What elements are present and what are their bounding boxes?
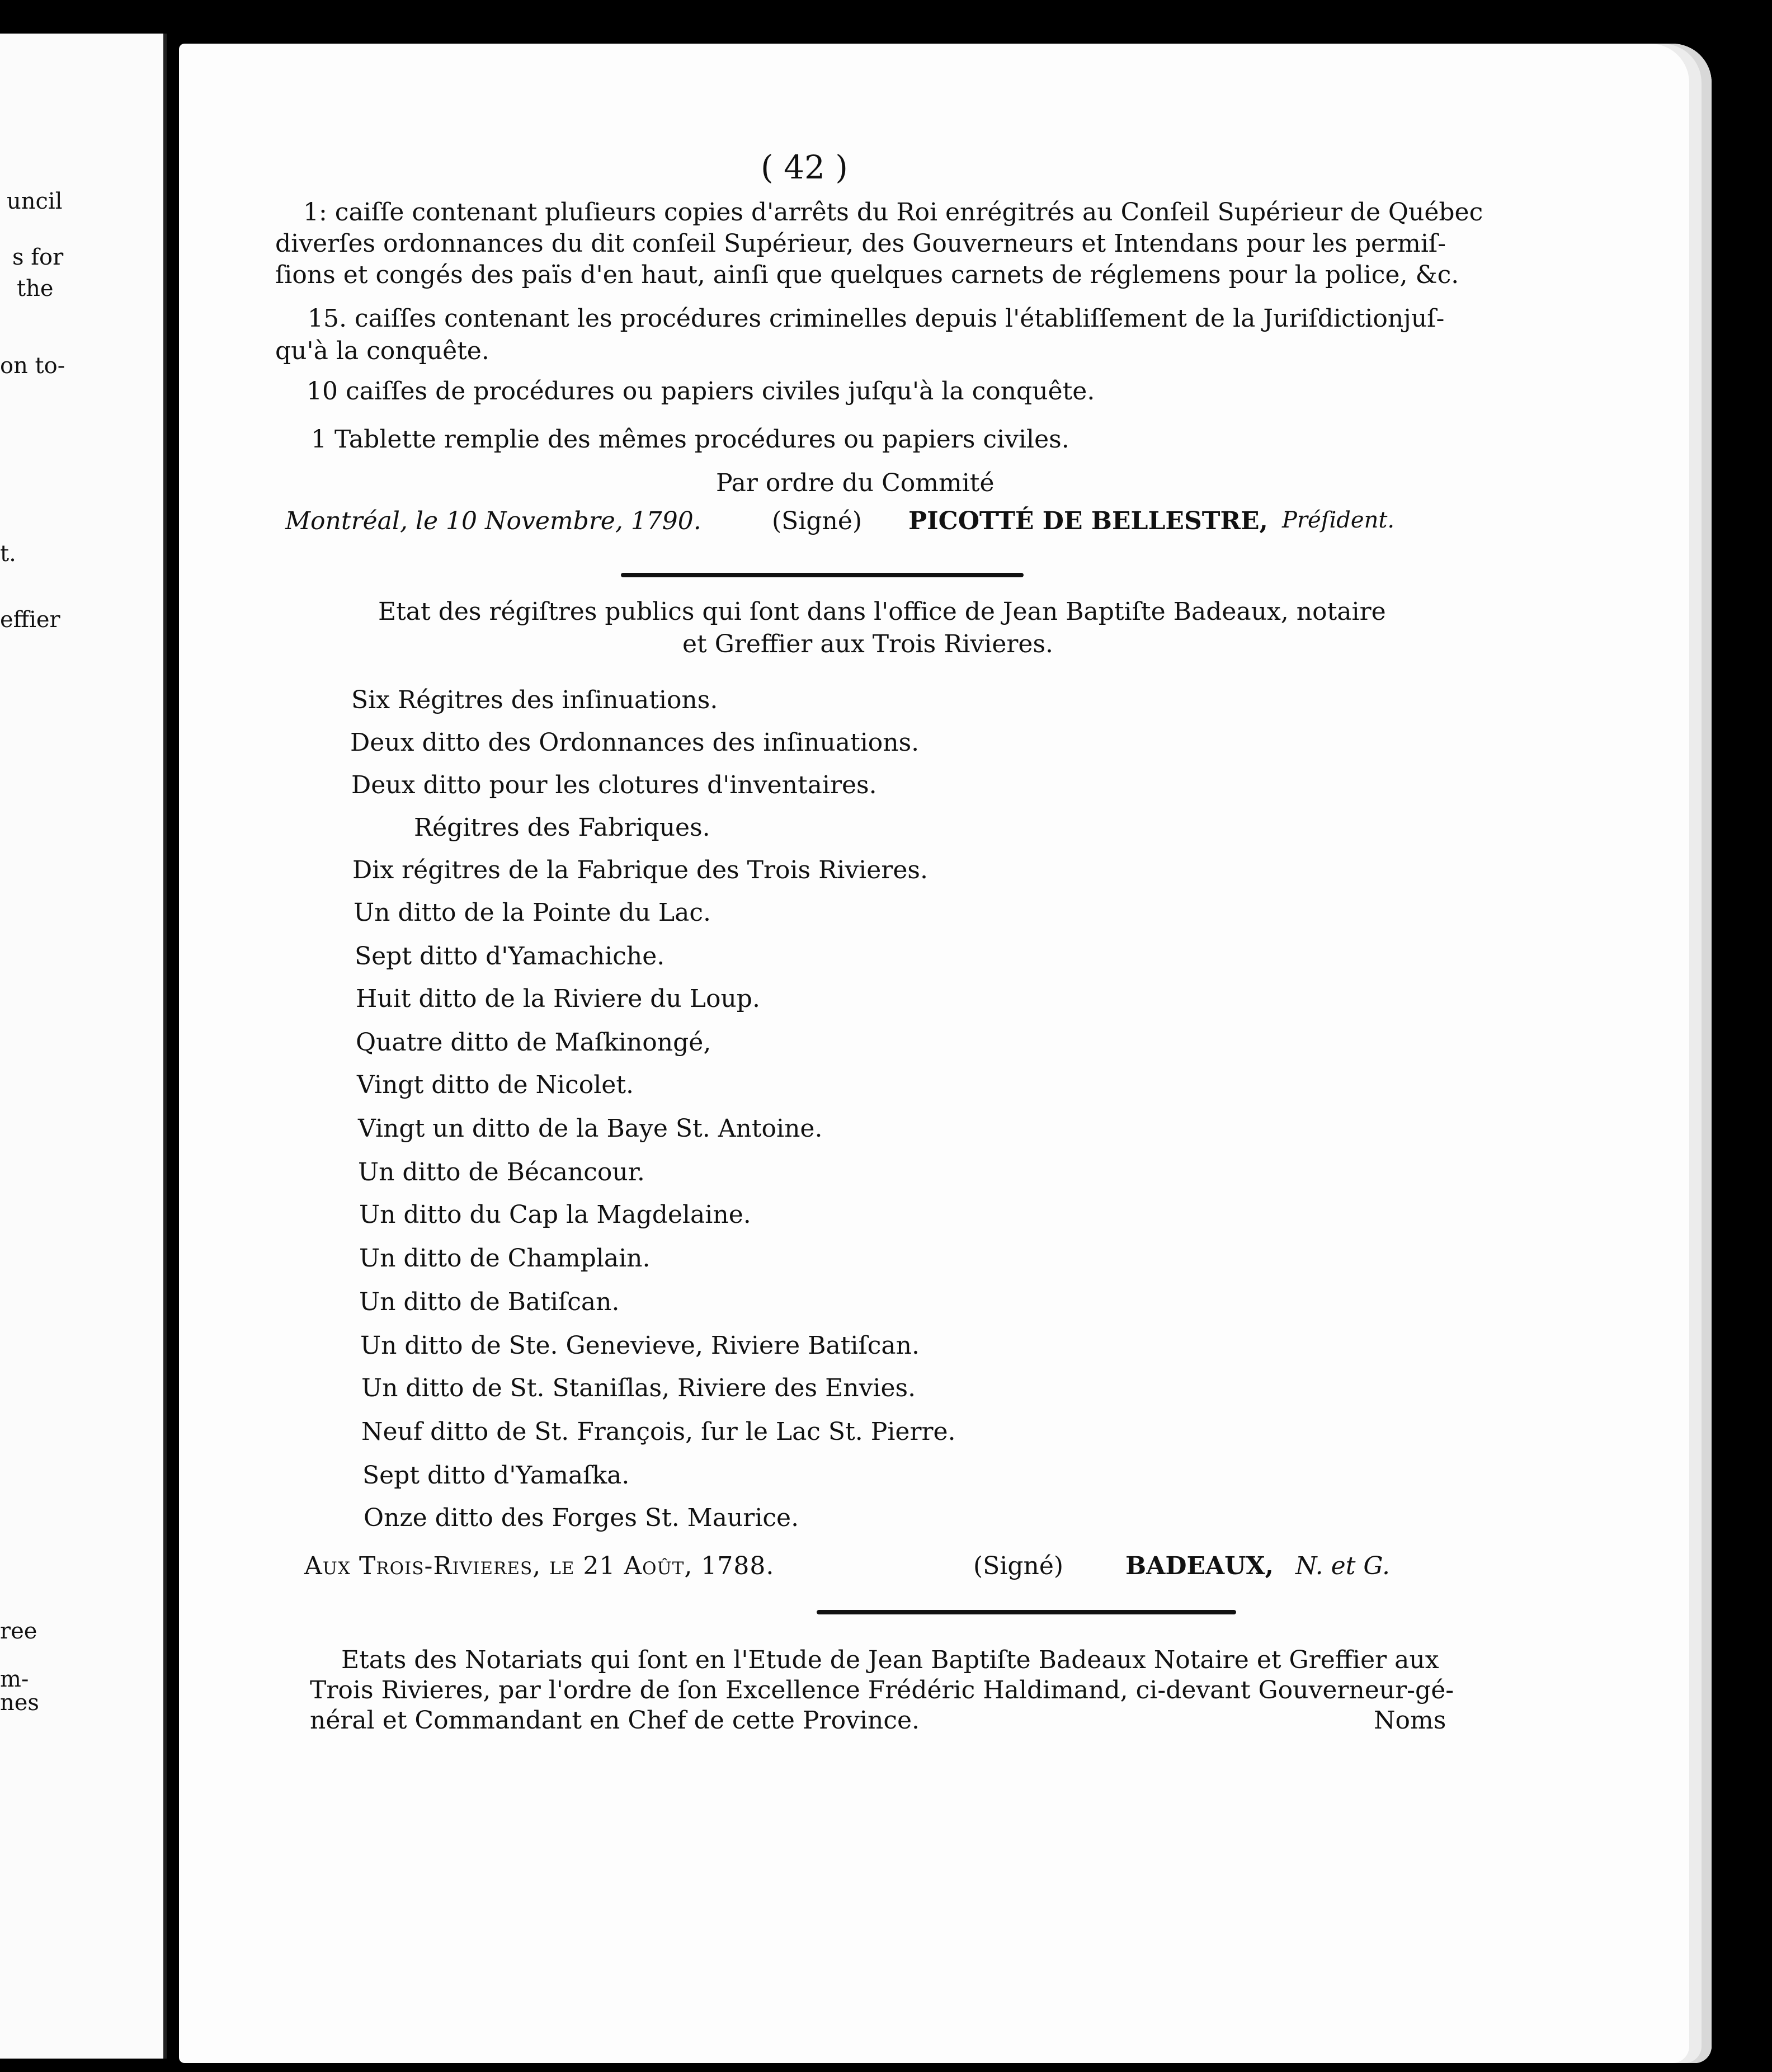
list-item: Sept ditto d'Yamachiche.: [355, 942, 665, 971]
catchword: Noms: [1374, 1706, 1446, 1735]
list-item: Un ditto de la Pointe du Lac.: [354, 898, 711, 927]
signature-name: PICOTTÉ DE BELLESTRE,: [908, 507, 1268, 535]
facing-page-edge: [0, 34, 167, 2059]
document-page: [179, 44, 1712, 2063]
list-item: Un ditto de Ste. Genevieve, Riviere Batiſcan.: [360, 1331, 920, 1360]
section-divider: [621, 573, 1024, 577]
text-line: 15. caiſſes contenant les procédures criminelles depuis l'établiſſement de la Juriſdictionjuſ-: [308, 304, 1445, 333]
list-item: Vingt ditto de Nicolet.: [357, 1071, 634, 1099]
list-item: Onze ditto des Forges St. Maurice.: [364, 1504, 799, 1532]
text-line: ſions et congés des païs d'en haut, ainſi que quelques carnets de réglemens pour la police, &c.: [275, 261, 1459, 289]
list-item: Un ditto de Bécancour.: [358, 1158, 645, 1186]
list-item: Un ditto de Champlain.: [359, 1244, 651, 1273]
list-item: Un ditto de Batiſcan.: [359, 1288, 620, 1316]
left-fragment: t.: [0, 541, 16, 567]
list-item: Un ditto de St. Staniſlas, Riviere des Envies.: [361, 1374, 916, 1402]
text-line: néral et Commandant en Chef de cette Province.: [310, 1706, 920, 1735]
page-number: ( 42 ): [761, 148, 848, 186]
left-fragment: ree: [0, 1618, 37, 1644]
list-item: Deux ditto des Ordonnances des inſinuations.: [350, 728, 920, 757]
left-fragment: nes: [0, 1690, 39, 1716]
list-item: Six Régitres des inſinuations.: [351, 686, 718, 714]
text-line: Trois Rivieres, par l'ordre de ſon Excellence Frédéric Haldimand, ci-devant Gouverneur-gé-: [310, 1676, 1454, 1704]
list-item: Quatre ditto de Maſkinongé,: [356, 1028, 711, 1057]
signature-name: BADEAUX,: [1125, 1552, 1274, 1580]
section-heading: et Greffier aux Trois Rivieres.: [682, 630, 1054, 658]
text-line: 1 Tablette remplie des mêmes procédures ou papiers civiles.: [311, 425, 1069, 454]
signature-title: Préſident.: [1282, 507, 1395, 533]
signature-signed: (Signé): [973, 1552, 1064, 1580]
signature-signed: (Signé): [772, 507, 863, 535]
left-fragment: effier: [0, 607, 60, 633]
section-divider: [817, 1610, 1236, 1614]
list-item: Un ditto du Cap la Magdelaine.: [359, 1200, 751, 1229]
list-item: Vingt un ditto de la Baye St. Antoine.: [358, 1114, 823, 1143]
list-item: Deux ditto pour les clotures d'inventaires.: [351, 771, 877, 799]
text-line: qu'à la conquête.: [275, 337, 489, 365]
left-fragment: the: [17, 276, 54, 302]
list-item: Sept ditto d'Yamaſka.: [362, 1461, 630, 1490]
list-item: Neuf ditto de St. François, ſur le Lac St. Pierre.: [361, 1418, 956, 1446]
text-line: 10 caiſſes de procédures ou papiers civiles juſqu'à la conquête.: [307, 377, 1095, 406]
order-line: Par ordre du Commité: [716, 469, 995, 497]
text-line: diverſes ordonnances du dit conſeil Supérieur, des Gouverneurs et Intendans pour les permiſ-: [275, 229, 1446, 258]
left-fragment: s for: [12, 244, 64, 270]
left-fragment: m-: [0, 1666, 29, 1692]
section-heading: Etat des régiſtres publics qui ſont dans l'office de Jean Baptiſte Badeaux, notaire: [378, 597, 1386, 626]
signature-initials: N. et G.: [1295, 1552, 1390, 1580]
list-item: Huit ditto de la Riviere du Loup.: [356, 985, 760, 1013]
text-line: 1: caiſſe contenant pluſieurs copies d'arrêts du Roi enrégitrés au Conſeil Supérieur de Québec: [303, 198, 1483, 227]
left-fragment: on to-: [0, 353, 65, 379]
list-subheading: Régitres des Fabriques.: [414, 813, 710, 842]
signature-place-date: Aux Trois-Rivieres, le 21 Août, 1788.: [304, 1552, 775, 1580]
signature-place-date: Montréal, le 10 Novembre, 1790.: [285, 507, 701, 535]
list-item: Dix régitres de la Fabrique des Trois Rivieres.: [352, 856, 928, 884]
text-line: Etats des Notariats qui ſont en l'Etude de Jean Baptiſte Badeaux Notaire et Greffier aux: [341, 1646, 1439, 1674]
left-fragment: uncil: [7, 189, 63, 214]
